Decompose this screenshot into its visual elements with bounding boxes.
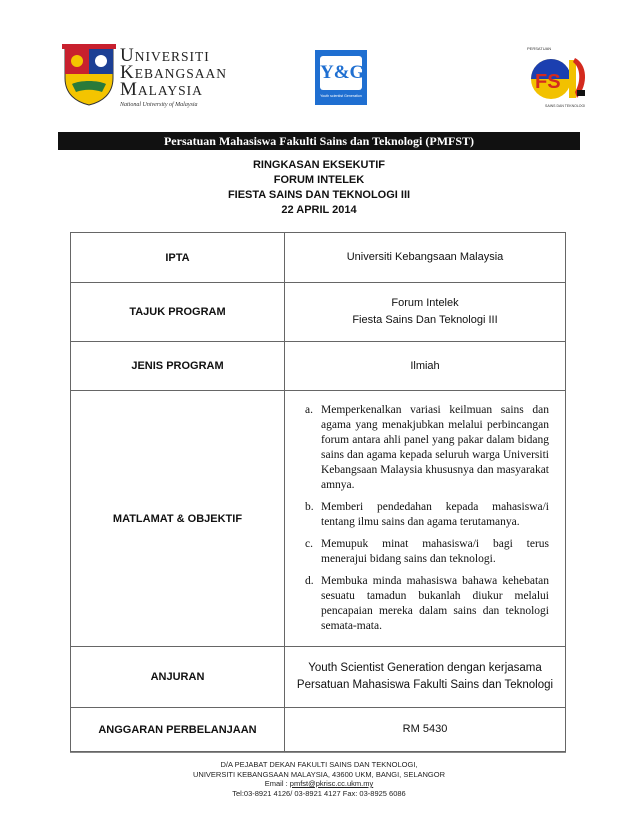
- document-heading: [58, 158, 580, 218]
- row-value-anjuran: [285, 647, 566, 708]
- footer-address: [58, 760, 580, 798]
- objective-text: Membuka minda mahasiswa bahawa kehebatan sesuatu tamadun bukanlah diukur melalui pencapaian mereka dalam sains dan teknologi semata-mata.: [321, 575, 549, 632]
- table-row: [71, 647, 566, 708]
- footer-email-link[interactable]: pmfst@pkrisc.cc.ukm.my: [289, 779, 374, 788]
- table-row: [71, 391, 566, 647]
- anjuran-value-line-2: Persatuan Mahasiswa Fakulti Sains dan Teknologi: [296, 679, 554, 691]
- list-marker: c.: [305, 538, 313, 550]
- executive-summary-table: [70, 232, 566, 752]
- objective-text: Memberi pendedahan kepada mahasiswa/i tentang ilmu sains dan agama terutamanya.: [321, 501, 549, 528]
- list-marker: a.: [305, 404, 313, 416]
- footer-phone: Tel:03-8921 4126/ 03-8921 4127 Fax: 03-8925 6086: [232, 788, 406, 798]
- ysg-tagline: Youth scientist Generation: [320, 94, 362, 98]
- objective-text: Memupuk minat mahasiswa/i bagi terus menerajui bidang sains dan teknologi.: [321, 538, 549, 565]
- list-item: [305, 403, 549, 493]
- objective-list: [285, 403, 565, 634]
- heading-line-2: FORUM INTELEK: [273, 174, 365, 186]
- row-label-ipta: IPTA: [71, 233, 285, 283]
- anjuran-value-line-1: Youth Scientist Generation dengan kerjasama: [308, 662, 542, 674]
- ukm-cap-u: U: [120, 45, 135, 66]
- ysg-logo: [315, 50, 367, 105]
- table-row: [71, 283, 566, 342]
- row-value-matlamat: [285, 391, 566, 647]
- ukm-logo: [62, 44, 227, 110]
- tajuk-value-line-2: Fiesta Sains Dan Teknologi III: [352, 314, 498, 326]
- footer-divider: [70, 752, 566, 753]
- ukm-word-malaysia: ALAYSIA: [137, 83, 203, 98]
- footer-line-1: D/A PEJABAT DEKAN FAKULTI SAINS DAN TEKNOLOGI,: [220, 760, 418, 769]
- objective-text: Memperkenalkan variasi keilmuan sains dan agama yang menakjubkan melalui perbincangan forum antara ahli panel yang pakar dalam bidang sains dan agama kepada seluruh warga Universiti Kebangsaan Malaysia khususnya dan masyarakat amnya.: [321, 404, 549, 491]
- row-value-ipta: Universiti Kebangsaan Malaysia: [285, 233, 566, 283]
- table-row: [71, 342, 566, 391]
- list-item: [305, 574, 549, 634]
- list-marker: d.: [305, 575, 314, 587]
- footer-line-2: UNIVERSITI KEBANGSAAN MALAYSIA, 43600 UKM, BANGI, SELANGOR: [192, 769, 446, 779]
- fst-bottom-text: SAINS DAN TEKNOLOGI: [545, 104, 586, 108]
- list-marker: b.: [305, 501, 314, 513]
- organisation-title-bar: Persatuan Mahasiswa Fakulti Sains dan Teknologi (PMFST): [58, 132, 580, 150]
- row-value-jenis: Ilmiah: [285, 342, 566, 391]
- row-label-tajuk: TAJUK PROGRAM: [71, 283, 285, 342]
- fst-top-text: PERSATUAN: [527, 46, 552, 51]
- heading-line-3: FIESTA SAINS DAN TEKNOLOGI III: [227, 189, 411, 201]
- ukm-cap-m: M: [120, 79, 138, 100]
- ukm-word-universiti: NIVERSITI: [134, 49, 210, 64]
- list-item: [305, 537, 549, 567]
- tajuk-value-line-1: Forum Intelek: [391, 297, 459, 309]
- row-label-jenis: JENIS PROGRAM: [71, 342, 285, 391]
- row-value-anggaran: RM 5430: [285, 708, 566, 752]
- ukm-word-kebangsaan: EBANGSAAN: [134, 66, 227, 81]
- fst-logo: [525, 46, 593, 110]
- svg-text:FS: FS: [535, 71, 561, 93]
- ukm-crest-icon: [62, 44, 116, 106]
- row-label-anggaran: ANGGARAN PERBELANJAAN: [71, 708, 285, 752]
- ukm-cap-k: K: [120, 62, 135, 83]
- fst-emblem-icon: [525, 46, 593, 110]
- table-row: [71, 233, 566, 283]
- ukm-tagline: National University of Malaysia: [120, 102, 198, 108]
- table-row: [71, 708, 566, 752]
- heading-line-4: 22 APRIL 2014: [281, 204, 357, 216]
- row-label-anjuran: ANJURAN: [71, 647, 285, 708]
- footer-email-label: Email :: [264, 779, 290, 788]
- ysg-mark: Y&G: [320, 56, 362, 90]
- heading-line-1: RINGKASAN EKSEKUTIF: [252, 159, 385, 171]
- list-item: [305, 500, 549, 530]
- row-label-matlamat: MATLAMAT & OBJEKTIF: [71, 391, 285, 647]
- row-value-tajuk: [285, 283, 566, 342]
- footer-email-line: [58, 779, 580, 789]
